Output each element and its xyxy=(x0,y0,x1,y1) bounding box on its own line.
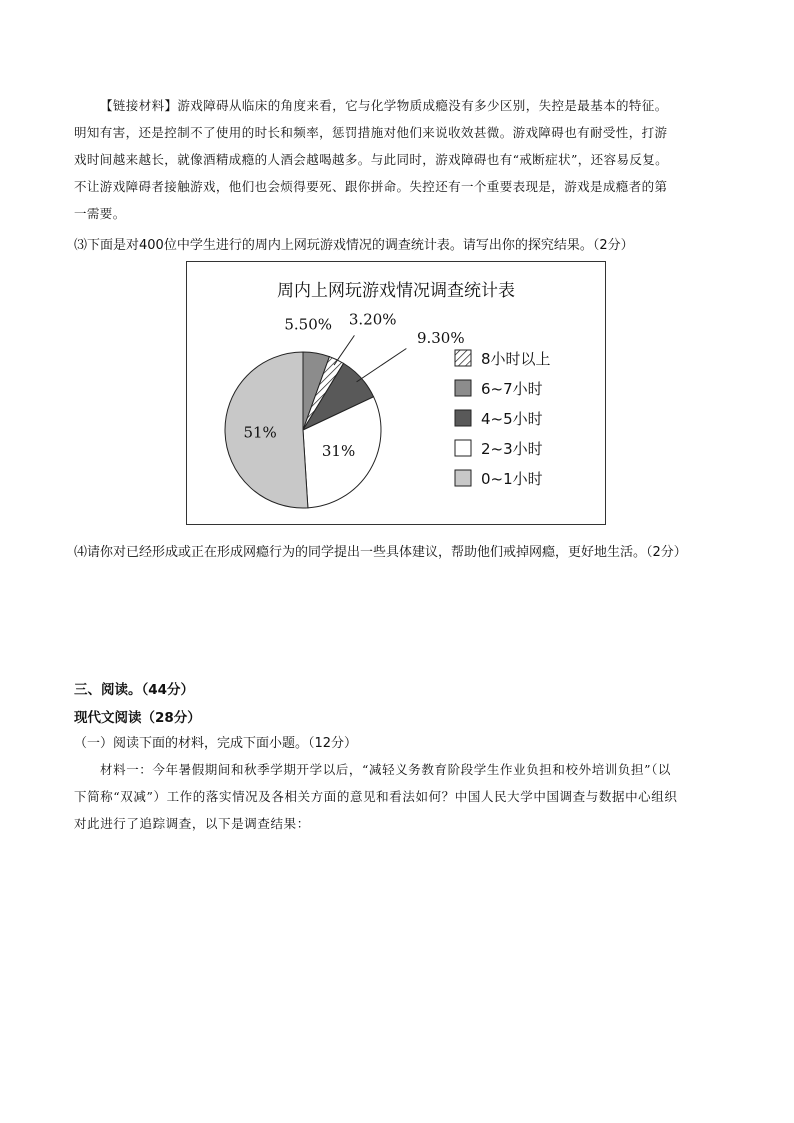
legend-swatch xyxy=(455,470,471,486)
legend-label: 8小时以上 xyxy=(481,350,551,368)
data-label-0~1小时: 51% xyxy=(243,423,277,442)
data-label-8小时以上: 3.20% xyxy=(348,310,397,329)
legend-label: 6~7小时 xyxy=(481,380,543,398)
material-1-line-2: 下简称“双减”）工作的落实情况及各相关方面的意见和看法如何？中国人民大学中国调查与数据中心组织 xyxy=(74,789,678,804)
section-3-title: 三、阅读。（44分） xyxy=(74,682,195,698)
link-material-line-4: 不让游戏障碍者接触游戏，他们也会烦得要死、跟你拼命。失控还有一个重要表现是，游戏是成瘾者的第 xyxy=(74,179,668,194)
question-4: ⑷请你对已经形成或正在形成网瘾行为的同学提出一些具体建议，帮助他们戒掉网瘾，更好地生活。（2分） xyxy=(74,545,687,560)
leader-line-8小时以上 xyxy=(334,335,354,365)
modern-reading-heading: 现代文阅读（28分） xyxy=(74,710,201,726)
legend-swatch xyxy=(455,440,471,456)
material-1-line-1: 材料一：今年暑假期间和秋季学期开学以后，“减轻义务教育阶段学生作业负担和校外培训负担”（以 xyxy=(100,762,672,777)
part-1-title: （一）阅读下面的材料，完成下面小题。（12分） xyxy=(74,736,358,751)
material-1-line-3: 对此进行了追踪调查，以下是调查结果： xyxy=(74,816,310,831)
legend-swatch xyxy=(455,380,471,396)
data-label-4~5小时: 9.30% xyxy=(416,329,465,348)
legend-swatch xyxy=(455,410,471,426)
data-label-6~7小时: 5.50% xyxy=(284,315,333,334)
data-label-2~3小时: 31% xyxy=(321,441,356,460)
link-material-line-2: 明知有害，还是控制不了使用的时长和频率，惩罚措施对他们来说收效甚微。游戏障碍也有耐受性，打游 xyxy=(74,125,668,140)
pie-chart-panel xyxy=(186,261,606,525)
link-material-line-5: 一需要。 xyxy=(74,206,126,221)
question-3: ⑶下面是对400位中学生进行的周内上网玩游戏情况的调查统计表。请写出你的探究结果。（2分） xyxy=(74,238,634,253)
link-material-line-3: 戏时间越来越长，就像酒精成瘾的人酒会越喝越多。与此同时，游戏障碍也有“戒断症状”，还容易反复。 xyxy=(74,152,669,167)
legend-label: 0~1小时 xyxy=(481,470,543,488)
leader-line-4~5小时 xyxy=(357,348,407,381)
link-material-line-1: 【链接材料】游戏障碍从临床的角度来看，它与化学物质成瘾没有多少区别，失控是最基本的特征。 xyxy=(100,98,668,113)
chart-title: 周内上网玩游戏情况调查统计表 xyxy=(277,281,515,301)
legend-swatch xyxy=(455,350,471,366)
legend-label: 2~3小时 xyxy=(481,440,543,458)
legend-label: 4~5小时 xyxy=(481,410,543,428)
pie-chart xyxy=(187,262,605,524)
